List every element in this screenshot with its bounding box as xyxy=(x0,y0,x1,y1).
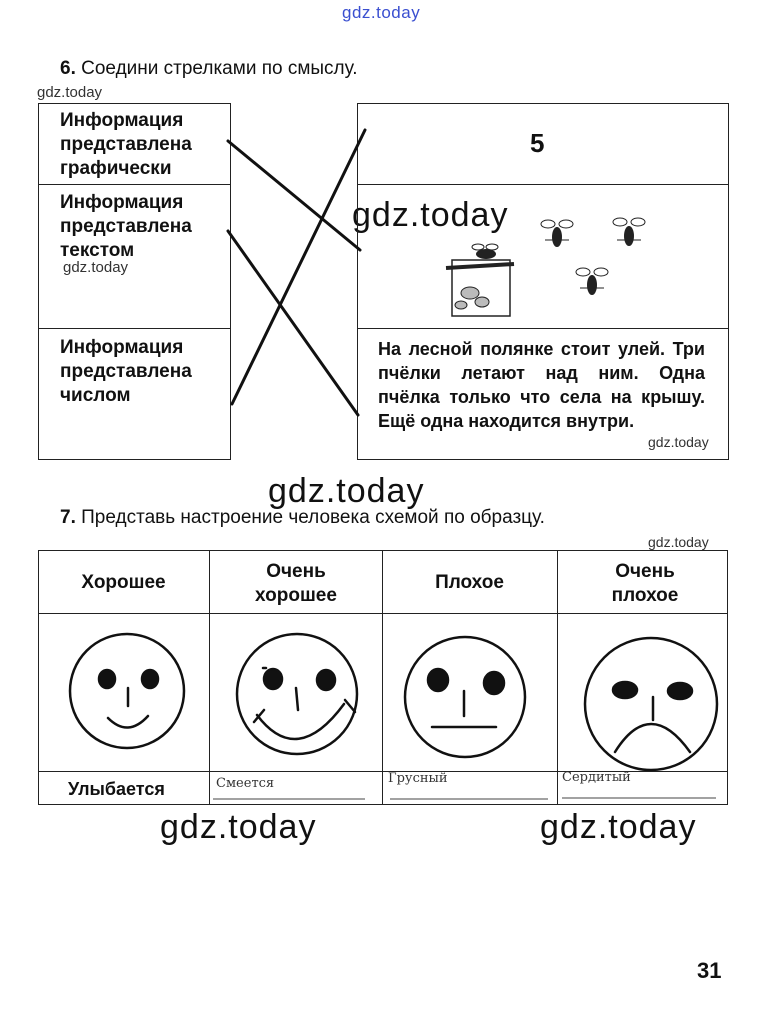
left-item-number: Информация представлена числом xyxy=(60,337,192,406)
smiley-bad-icon xyxy=(405,637,525,757)
answer-sad: Грусный xyxy=(388,771,448,786)
answer-laughs: Смеется xyxy=(216,776,275,791)
bee-icon xyxy=(576,268,608,295)
header-good: Хорошее xyxy=(81,572,166,593)
watermark-small: gdz.today xyxy=(37,84,103,101)
watermark-small: gdz.today xyxy=(63,259,129,276)
smiley-very-bad-icon xyxy=(585,638,717,770)
answer-angry: Сердитый xyxy=(562,770,631,785)
left-item-graphic: Информация представлена графически xyxy=(60,110,192,179)
watermark-big: gdz.today xyxy=(540,808,697,846)
task6-text: Соедини стрелками по смыслу. xyxy=(81,58,358,79)
answer-underlines xyxy=(213,798,716,799)
bee-icon xyxy=(541,220,573,247)
watermark-big: gdz.today xyxy=(352,196,509,234)
connector-graphic-to-picture xyxy=(228,141,360,250)
beehive-roof xyxy=(446,264,514,268)
left-item-text: Информация представлена текстом xyxy=(60,192,192,261)
smiley-good-icon xyxy=(70,634,184,748)
watermark-top: gdz.today xyxy=(342,3,421,22)
watermark-big: gdz.today xyxy=(160,808,317,846)
task7-text: Представь настроение человека схемой по образцу. xyxy=(81,507,545,528)
header-bad: Плохое xyxy=(435,572,504,593)
watermark-small: gdz.today xyxy=(648,434,709,450)
task7-number: 7. xyxy=(60,507,76,528)
header-very-bad: Очень плохое xyxy=(611,561,679,606)
smiley-very-good-icon xyxy=(237,634,357,754)
header-very-good: Очень хорошее xyxy=(255,561,337,606)
answer-smiles: Улыбается xyxy=(68,779,165,799)
beehive-picture xyxy=(446,218,645,316)
connector-lines xyxy=(228,130,365,415)
task6-number: 6. xyxy=(60,58,76,79)
watermark-big: gdz.today xyxy=(268,472,425,510)
story-text: На лесной полянке стоит улей. Три пчёлки летают над ним. Одна пчёлка только что села на крышу. Ещё одна находится внутри. xyxy=(378,339,705,431)
watermark-small: gdz.today xyxy=(648,534,709,550)
page-number: 31 xyxy=(697,958,722,983)
connector-text-to-story xyxy=(228,231,358,415)
bee-icon xyxy=(472,244,498,259)
number-five: 5 xyxy=(530,128,545,158)
bee-icon xyxy=(613,218,645,246)
